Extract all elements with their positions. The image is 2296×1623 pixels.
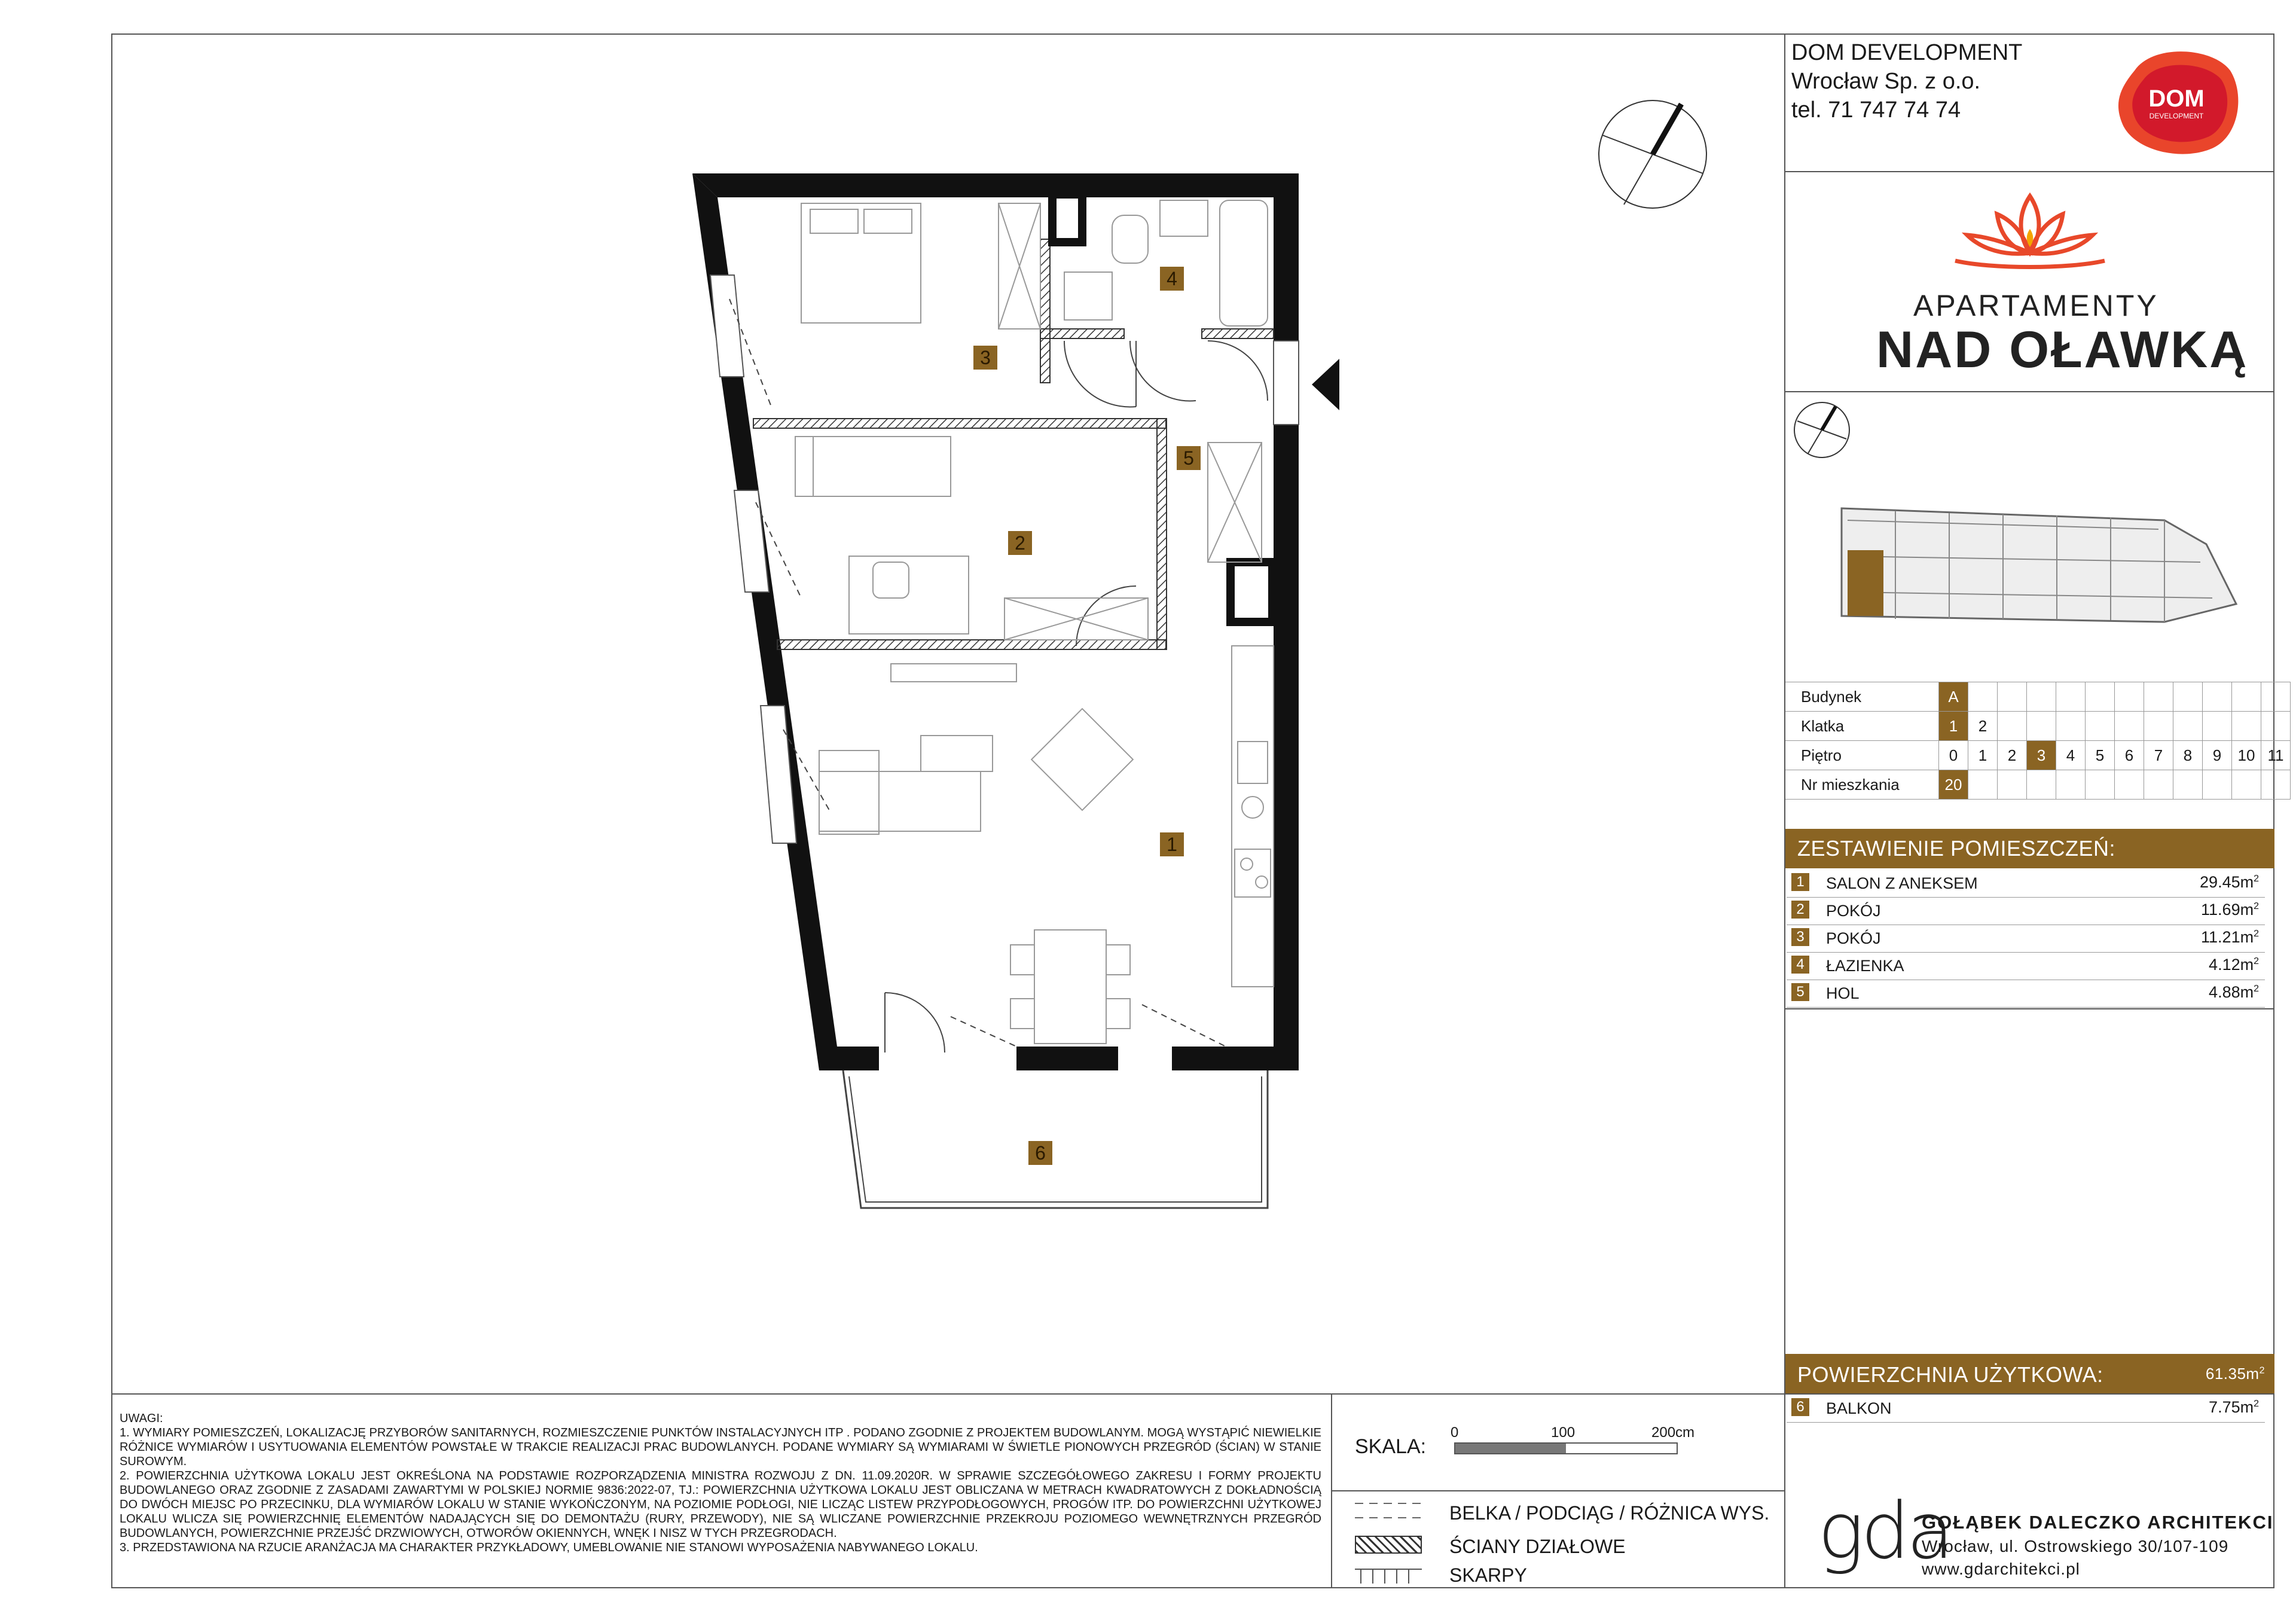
compass-small-icon	[1790, 398, 1854, 462]
grid-row-pietro: Piętro 0 1 2 3 4 5 6 7 8 9 10 11	[1785, 741, 2291, 770]
plan-label: 3	[973, 346, 997, 370]
plan-label: 5	[1177, 446, 1201, 470]
room-row: 3 POKÓJ $11.21m^2$	[1787, 925, 2265, 953]
footer-divider-v2	[1784, 1393, 1785, 1588]
legend-beam: BELKA / PODCIĄG / RÓŻNICA WYS.	[1449, 1502, 1770, 1524]
room-row: 2 POKÓJ $11.69m^2$	[1787, 897, 2265, 925]
grid-row-klatka: Klatka 1 2	[1785, 712, 2291, 741]
plan-label: 4	[1160, 267, 1184, 291]
grid-cell[interactable]: 4	[2056, 741, 2086, 770]
architect-logo: gda	[1818, 1485, 1951, 1576]
dom-logo-text: DOM	[2148, 86, 2205, 112]
plan-label: 2	[1008, 531, 1032, 555]
grid-cell[interactable]: 20	[1939, 770, 1968, 800]
compass-icon	[1594, 96, 1711, 213]
grid-row-budynek: Budynek A	[1785, 682, 2291, 712]
plan-label: 1	[1160, 832, 1184, 856]
notes: UWAGI: 1. WYMIARY POMIESZCZEŃ, LOKALIZACJĘ PRZYBORÓW SANITARNYCH, ROZMIESZCZENIE PUNKTÓW INSTALACYJNYCH ITP . PODANO ZGODNIE Z PROJEKTEM BUDOWLANYM. MOGĄ WYSTĄPIĆ NIEWIELKIE RÓŻNICE WYMIARÓW I USYTUOWANIA ELEMENTÓW POWSTAŁE W TRAKCIE REALIZACJI PRAC BUDOWLANYCH. PODANE WYMIARY SĄ WYMIARAMI W ŚWIETLE PIONOWYCH PRZEGRÓD (ŚCIAN) W STANIE SUROWYM. 2. POWIERZCHNIA UŻYTKOWA LOKALU JEST OKREŚLONA NA PODSTAWIE ROZPORZĄDZENIA MINISTRA ROZWOJU Z DN. 11.09.2020R. W SPRAWIE SZCZEGÓŁOWEGO ZAKRESU I FORMY PROJEKTU BUDOWLANEGO ORAZ ZGODNIE Z ZASADAMI ZAWARTYMI W POLSKIEJ NORMIE 9836:2022-07, TJ.: POWIERZCHNIA UŻYTKOWA LOKALU JEST OBLICZANA W METRACH KWADRATOWYCH Z DOKŁADNOŚCIĄ DO DWÓCH MIEJSC PO PRZECINKU, DLA WYMIARÓW LOKALU W STANIE WYKOŃCZONYM, NA POZIOMIE PODŁOGI, NIE LICZĄC LISTEW PRZYPODŁOGOWYCH, PROGÓW ITP. DO POWIERZCHNI UŻYTKOWEJ LOKALU WLICZA SIĘ POWIERZCHNIĘ ELEMENTÓW NADAJĄCYCH SIĘ DO DEMONTAŻU (RURY, PRZEWODY), NIE SĄ WLICZANE POWIERZCHNIE PRZEKROJU POZIOMEGO WEWNĘTRZNYCH PRZEGRÓD BUDOWLANYCH, POWIERZCHNIE PRZEJŚĆ DRZWIOWYCH, OTWORÓW OKIENNYCH, WNĘK I NISZ W TYCH PRZEGRODACH. 3. PRZEDSTAWIONA NA RZUCIE ARANŻACJA MA CHARAKTER PRZYKŁADOWY, UMEBLOWANIE NIE STANOWI WYPOSAŻENIA NABYWANEGO LOKALU.	[120, 1412, 1321, 1554]
legend-beam-icon	[1355, 1499, 1423, 1523]
scale-tick-2: 200cm	[1651, 1424, 1695, 1441]
room-row: 5 HOL $4.88m^2$	[1787, 980, 2265, 1008]
room-row: 4 ŁAZIENKA $4.12m^2$	[1787, 952, 2265, 980]
grid-cell[interactable]: 11	[2261, 741, 2291, 770]
grid-cell[interactable]: 8	[2173, 741, 2203, 770]
grid-cell[interactable]: 1	[1968, 741, 1998, 770]
architect-address: Wrocław, ul. Ostrowskiego 30/107-109	[1922, 1537, 2229, 1555]
project-line2: NAD OŁAWKĄ	[1876, 321, 2249, 379]
scale-tick-1: 100	[1551, 1424, 1576, 1441]
legend-reveals-icon	[1355, 1567, 1422, 1585]
room-row: 1 SALON Z ANEKSEM $29.45m^2$	[1787, 870, 2265, 898]
grid-cell[interactable]: 1	[1939, 712, 1968, 741]
developer-name: DOM DEVELOPMENT	[1791, 40, 2023, 65]
grid-cell[interactable]: 5	[2086, 741, 2115, 770]
project-line1: APARTAMENTY	[1913, 289, 2159, 322]
architect-web: www.gdarchitekci.pl	[1922, 1560, 2080, 1578]
grid-cell[interactable]: 9	[2203, 741, 2232, 770]
legend-walls-icon	[1355, 1536, 1422, 1554]
grid-cell[interactable]: 0	[1939, 741, 1968, 770]
developer-phone: tel. 71 747 74 74	[1791, 97, 1961, 123]
plan-label: 6	[1028, 1141, 1052, 1165]
grid-cell[interactable]: 10	[2232, 741, 2261, 770]
dom-logo	[2111, 47, 2242, 155]
grid-cell[interactable]: 7	[2144, 741, 2173, 770]
architect-name: GOŁĄBEK DALECZKO ARCHITEKCI	[1922, 1512, 2274, 1533]
legend-walls: ŚCIANY DZIAŁOWE	[1449, 1536, 1626, 1557]
grid-cell[interactable]: 6	[2115, 741, 2144, 770]
grid-cell[interactable]: 2	[1998, 741, 2027, 770]
scale-tick-0: 0	[1451, 1424, 1459, 1441]
developer-company: Wrocław Sp. z o.o.	[1791, 69, 1981, 94]
grid-cell[interactable]: 3	[2027, 741, 2056, 770]
floor-plan	[682, 167, 1327, 1220]
footer-divider-h	[1331, 1490, 1784, 1491]
selection-grid	[1785, 682, 2291, 800]
scale-bar	[1454, 1442, 1678, 1454]
scale-label: SKALA:	[1355, 1435, 1427, 1458]
dom-logo-sub: DEVELOPMENT	[2149, 112, 2204, 120]
key-plan	[1830, 496, 2242, 634]
lotus-icon	[1943, 190, 2117, 274]
grid-cell[interactable]: A	[1939, 682, 1968, 712]
balcony-row: 6 BALKON $7.75m^2$	[1787, 1395, 2265, 1423]
grid-cell[interactable]: 2	[1968, 712, 1998, 741]
usable-area-band: POWIERZCHNIA UŻYTKOWA: $61.35m^2$	[1785, 1354, 2274, 1393]
grid-row-nr: Nr mieszkania 20	[1785, 770, 2291, 800]
legend-reveals: SKARPY	[1449, 1564, 1527, 1586]
rooms-header: ZESTAWIENIE POMIESZCZEŃ:	[1785, 829, 2274, 868]
entry-arrow-icon	[1312, 359, 1339, 410]
